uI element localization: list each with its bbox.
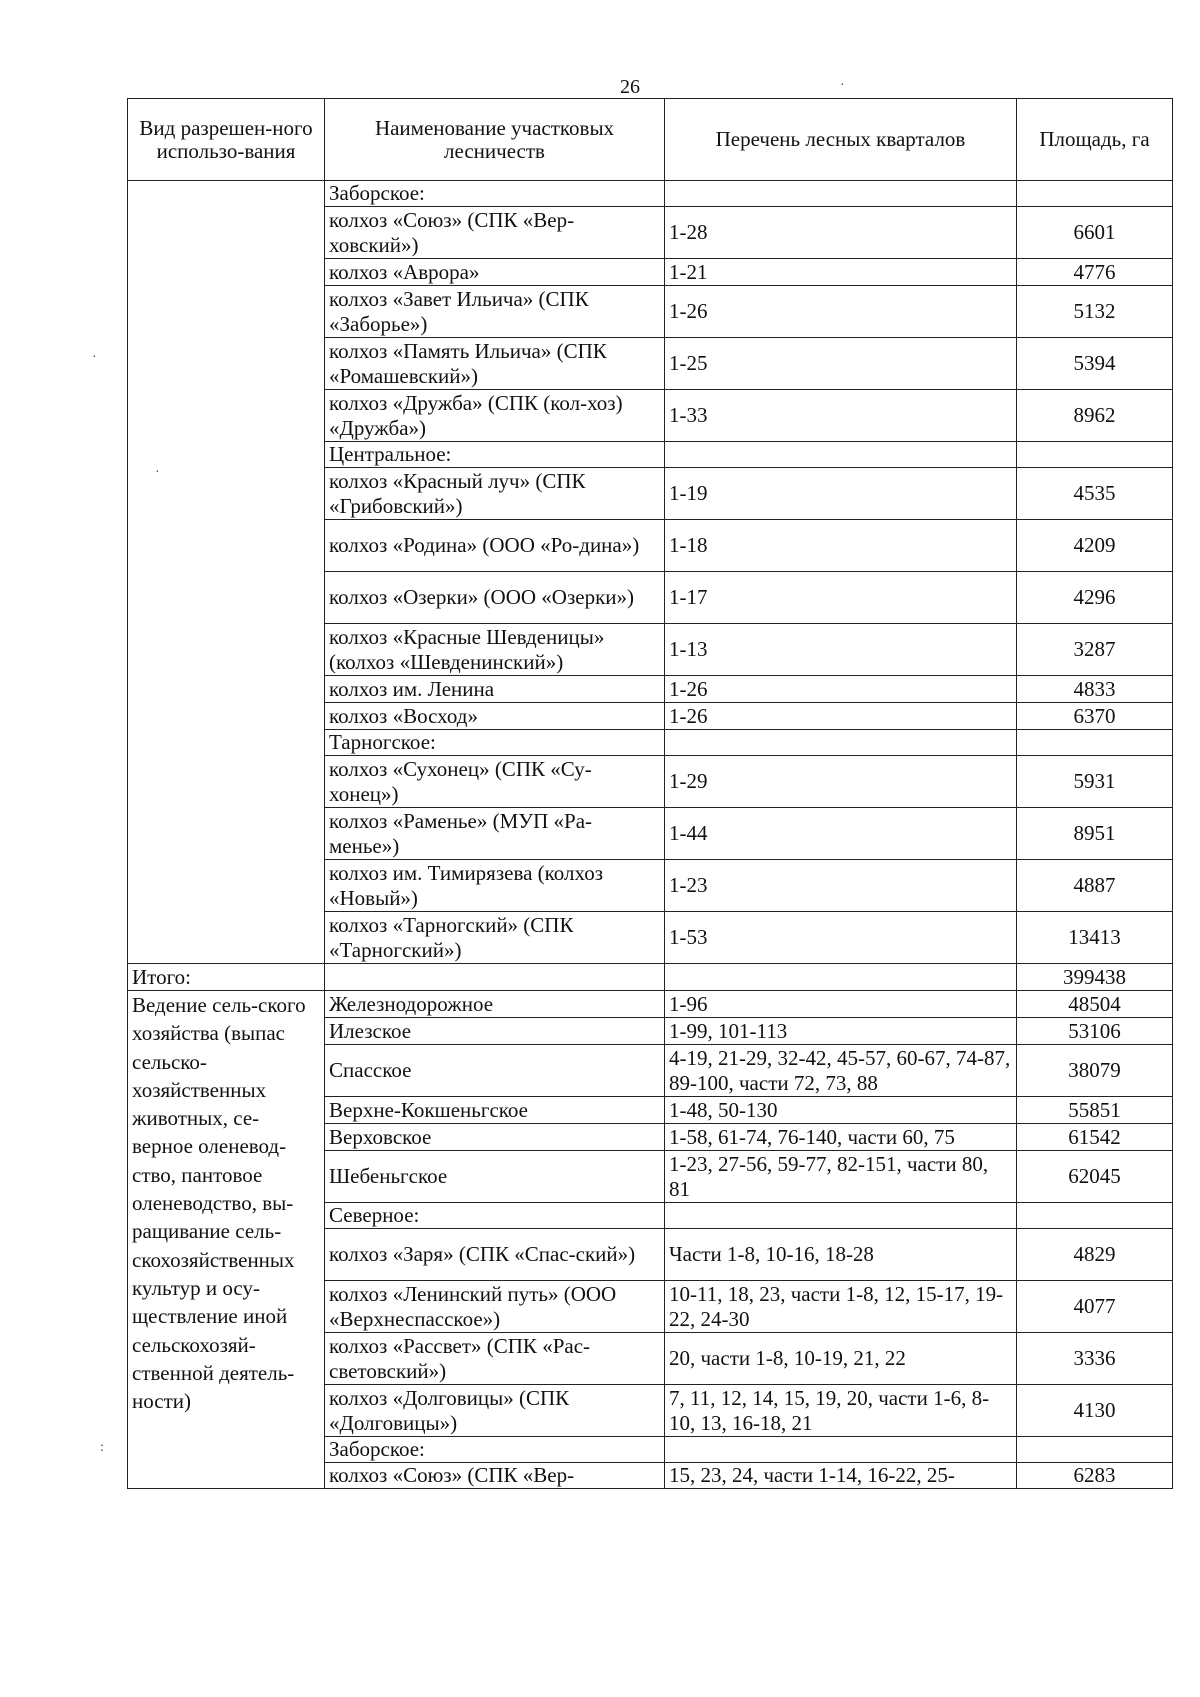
page-number: 26 (620, 76, 640, 98)
total-label: Итого: (128, 964, 325, 991)
quarters-cell: 7, 11, 12, 14, 15, 19, 20, части 1-6, 8-10, 13, 16-18, 21 (665, 1385, 1017, 1437)
forestry-name-cell: колхоз «Озерки» (ООО «Озерки») (325, 572, 665, 624)
area-cell: 53106 (1017, 1018, 1173, 1045)
quarters-cell: 1-33 (665, 390, 1017, 442)
scan-speck: : (100, 1440, 104, 1455)
forestry-name-cell: Спасское (325, 1045, 665, 1097)
quarters-cell: 4-19, 21-29, 32-42, 45-57, 60-67, 74-87, 89-100, части 72, 73, 88 (665, 1045, 1017, 1097)
area-cell (1017, 730, 1173, 756)
area-cell: 4130 (1017, 1385, 1173, 1437)
total-empty-cell (665, 964, 1017, 991)
scan-speck: · (155, 465, 160, 480)
forestry-name-cell: колхоз «Ленинский путь» (ООО «Верхнеспасское») (325, 1281, 665, 1333)
forestry-name-cell: Тарногское: (325, 730, 665, 756)
header-area: Площадь, га (1017, 99, 1173, 181)
quarters-cell: 1-96 (665, 991, 1017, 1018)
quarters-cell (665, 442, 1017, 468)
forestry-name-cell: колхоз «Красный луч» (СПК «Грибовский») (325, 468, 665, 520)
header-forestry-name: Наименование участковых лесничеств (325, 99, 665, 181)
quarters-cell: 1-58, 61-74, 76-140, части 60, 75 (665, 1124, 1017, 1151)
area-cell (1017, 1437, 1173, 1463)
quarters-cell: 1-26 (665, 703, 1017, 730)
quarters-cell: 1-18 (665, 520, 1017, 572)
forestry-name-cell: Верхне-Кокшеньгское (325, 1097, 665, 1124)
quarters-cell: 1-28 (665, 207, 1017, 259)
area-cell: 3336 (1017, 1333, 1173, 1385)
total-area: 399438 (1017, 964, 1173, 991)
quarters-cell: 1-13 (665, 624, 1017, 676)
scan-speck: · (92, 350, 97, 365)
area-cell (1017, 1203, 1173, 1229)
area-cell: 61542 (1017, 1124, 1173, 1151)
quarters-cell: 1-19 (665, 468, 1017, 520)
area-cell: 3287 (1017, 624, 1173, 676)
forestry-name-cell: Центральное: (325, 442, 665, 468)
table-row (128, 991, 1173, 1018)
forestry-name-cell: Железнодорожное (325, 991, 665, 1018)
quarters-cell: 1-29 (665, 756, 1017, 808)
area-cell: 4887 (1017, 860, 1173, 912)
quarters-cell (665, 730, 1017, 756)
quarters-cell: 1-25 (665, 338, 1017, 390)
forestry-name-cell: колхоз «Раменье» (МУП «Ра-менье») (325, 808, 665, 860)
quarters-cell (665, 1203, 1017, 1229)
quarters-cell (665, 1437, 1017, 1463)
area-cell: 4296 (1017, 572, 1173, 624)
area-cell: 4077 (1017, 1281, 1173, 1333)
quarters-cell: 1-17 (665, 572, 1017, 624)
forestry-name-cell: колхоз «Красные Шевденицы» (колхоз «Шевденинский») (325, 624, 665, 676)
area-cell: 4829 (1017, 1229, 1173, 1281)
forestry-name-cell: колхоз им. Ленина (325, 676, 665, 703)
area-cell: 5931 (1017, 756, 1173, 808)
quarters-cell: 15, 23, 24, части 1-14, 16-22, 25- (665, 1463, 1017, 1489)
forestry-name-cell: Северное: (325, 1203, 665, 1229)
area-cell: 5394 (1017, 338, 1173, 390)
forestry-name-cell: колхоз «Долговицы» (СПК «Долговицы») (325, 1385, 665, 1437)
forestry-name-cell: колхоз «Сухонец» (СПК «Су-хонец») (325, 756, 665, 808)
quarters-cell: 1-48, 50-130 (665, 1097, 1017, 1124)
usage-type-cell-empty (128, 181, 325, 964)
table-body (128, 181, 1173, 1489)
quarters-cell: 1-53 (665, 912, 1017, 964)
area-cell: 4833 (1017, 676, 1173, 703)
usage-type-cell: Ведение сель-ского хозяйства (выпас сельско-хозяйственных животных, се-верное оленевод-ство, пантовое оленеводство, вы-ращивание сель-скохозяйственных культур и осу-ществление иной сельскохозяй-ственной деятель-ности) (128, 991, 325, 1489)
forestry-name-cell: колхоз «Восход» (325, 703, 665, 730)
quarters-cell: Части 1-8, 10-16, 18-28 (665, 1229, 1017, 1281)
quarters-cell (665, 181, 1017, 207)
area-cell: 6283 (1017, 1463, 1173, 1489)
quarters-cell: 1-44 (665, 808, 1017, 860)
quarters-cell: 1-99, 101-113 (665, 1018, 1017, 1045)
forest-quarters-table (127, 98, 1173, 1489)
forestry-name-cell: колхоз «Дружба» (СПК (кол-хоз) «Дружба») (325, 390, 665, 442)
quarters-cell: 1-23, 27-56, 59-77, 82-151, части 80, 81 (665, 1151, 1017, 1203)
forestry-name-cell: колхоз «Тарногский» (СПК «Тарногский») (325, 912, 665, 964)
quarters-cell: 20, части 1-8, 10-19, 21, 22 (665, 1333, 1017, 1385)
forestry-name-cell: колхоз «Союз» (СПК «Вер-ховский») (325, 207, 665, 259)
forestry-name-cell: Шебеньгское (325, 1151, 665, 1203)
forestry-name-cell: колхоз «Аврора» (325, 259, 665, 286)
forestry-name-cell: Заборское: (325, 181, 665, 207)
scan-speck: · (840, 78, 845, 93)
forestry-name-cell: колхоз им. Тимирязева (колхоз «Новый») (325, 860, 665, 912)
area-cell: 8962 (1017, 390, 1173, 442)
group-row (128, 181, 1173, 207)
quarters-cell: 1-26 (665, 676, 1017, 703)
area-cell: 6601 (1017, 207, 1173, 259)
area-cell (1017, 442, 1173, 468)
area-cell: 4776 (1017, 259, 1173, 286)
area-cell: 4209 (1017, 520, 1173, 572)
header-usage-type: Вид разрешен-ного использо-вания (128, 99, 325, 181)
area-cell (1017, 181, 1173, 207)
forestry-name-cell: Илезское (325, 1018, 665, 1045)
area-cell: 4535 (1017, 468, 1173, 520)
area-cell: 8951 (1017, 808, 1173, 860)
quarters-cell: 1-23 (665, 860, 1017, 912)
area-cell: 5132 (1017, 286, 1173, 338)
quarters-cell: 1-21 (665, 259, 1017, 286)
forestry-name-cell: колхоз «Память Ильича» (СПК «Ромашевский») (325, 338, 665, 390)
total-row (128, 964, 1173, 991)
area-cell: 38079 (1017, 1045, 1173, 1097)
area-cell: 48504 (1017, 991, 1173, 1018)
forestry-name-cell: колхоз «Заря» (СПК «Спас-ский») (325, 1229, 665, 1281)
area-cell: 13413 (1017, 912, 1173, 964)
total-empty-cell (325, 964, 665, 991)
header-forest-quarters: Перечень лесных кварталов (665, 99, 1017, 181)
quarters-cell: 10-11, 18, 23, части 1-8, 12, 15-17, 19-22, 24-30 (665, 1281, 1017, 1333)
forestry-name-cell: колхоз «Завет Ильича» (СПК «Заборье») (325, 286, 665, 338)
forestry-name-cell: Верховское (325, 1124, 665, 1151)
table-header-row (128, 99, 1173, 181)
forestry-name-cell: колхоз «Рассвет» (СПК «Рас-световский») (325, 1333, 665, 1385)
area-cell: 55851 (1017, 1097, 1173, 1124)
area-cell: 62045 (1017, 1151, 1173, 1203)
forestry-name-cell: Заборское: (325, 1437, 665, 1463)
forestry-name-cell: колхоз «Родина» (ООО «Ро-дина») (325, 520, 665, 572)
area-cell: 6370 (1017, 703, 1173, 730)
quarters-cell: 1-26 (665, 286, 1017, 338)
forestry-name-cell: колхоз «Союз» (СПК «Вер- (325, 1463, 665, 1489)
